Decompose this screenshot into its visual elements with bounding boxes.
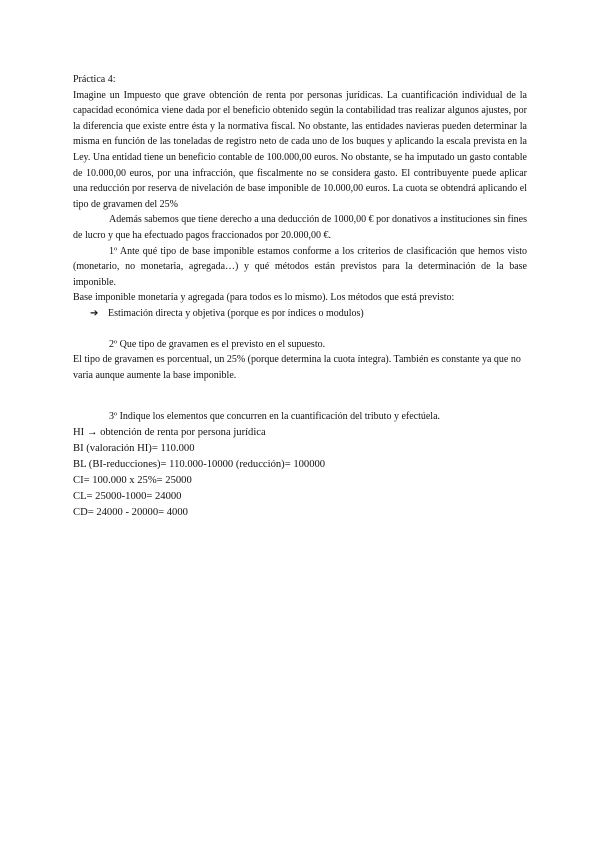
question-2: 2º Que tipo de gravamen es el previsto en el supuesto. xyxy=(109,338,326,350)
calc-line: BI (valoración HI)= 110.000 xyxy=(73,442,195,454)
question-3: 3º Indique los elementos que concurren en la cuantificación del tributo y efectúela. xyxy=(109,411,441,423)
problem-statement-continued: Además sabemos que tiene derecho a una deducción de 1000,00 € por donativos a instituciones sin fines de lucro y que ha efectuado pagos fraccionados por 20.000,00 €. xyxy=(73,214,527,241)
calc-line: HI → obtención de renta por persona jurídica xyxy=(73,426,266,438)
answer-2: El tipo de gravamen es porcentual, un 25% (porque determina la cuota íntegra). También es constante ya que no varia aunque aumente la base imponible. xyxy=(73,354,521,381)
methods-bullet xyxy=(73,306,527,322)
methods-bullet-text: Estimación directa y objetiva (porque es por índices o modulos) xyxy=(108,307,364,319)
spacer xyxy=(73,398,527,409)
calc-line: BL (BI-reducciones)= 110.000-10000 (reducción)= 100000 xyxy=(73,458,326,470)
problem-statement: Imagine un Impuesto que grave obtención de renta por personas jurídicas. La cuantificación individual de la capacidad económica viene dada por el beneficio obtenido según la contabilidad tras realizar algunos ajustes, por la diferencia que existe entre ésta y la normativa fiscal. No obstante, las entidades navieras pueden determinar la misma en función de las toneladas de registro neto de cada uno de los buques y aplicando la escala prevista en la Ley. Una entidad tiene un beneficio contable de 100.000,00 euros. No obstante, se ha imputado un gasto contable de 10.000,00 euros, por una infracción, que fiscalmente no se considera gasto. El contribuyente puede aplicar una reducción por reserva de nivelación de base imponible de 10.000,00 euros. La cuota se obtendrá aplicando el tipo de gravamen del 25% xyxy=(73,89,527,210)
practice-title: Práctica 4: xyxy=(73,74,116,85)
calc-line: CD= 24000 - 20000= 4000 xyxy=(73,506,188,518)
calc-line: CI= 100.000 x 25%= 25000 xyxy=(73,474,192,486)
spacer xyxy=(73,383,527,398)
question-1: 1º Ante qué tipo de base imponible estamos conforme a los criterios de clasificación que hemos visto (monetario, no monetaria, agregada…) y qué métodos están previstos para la determinación de la base imponible. xyxy=(73,245,527,288)
calc-line: CL= 25000-1000= 24000 xyxy=(73,490,182,502)
spacer xyxy=(73,322,527,337)
arrow-bullet-icon: ➔ xyxy=(90,307,99,319)
answer-1: Base imponible monetaria y agregada (para todos es lo mismo). Los métodos que está previsto: xyxy=(73,292,455,304)
document-body xyxy=(73,72,527,521)
